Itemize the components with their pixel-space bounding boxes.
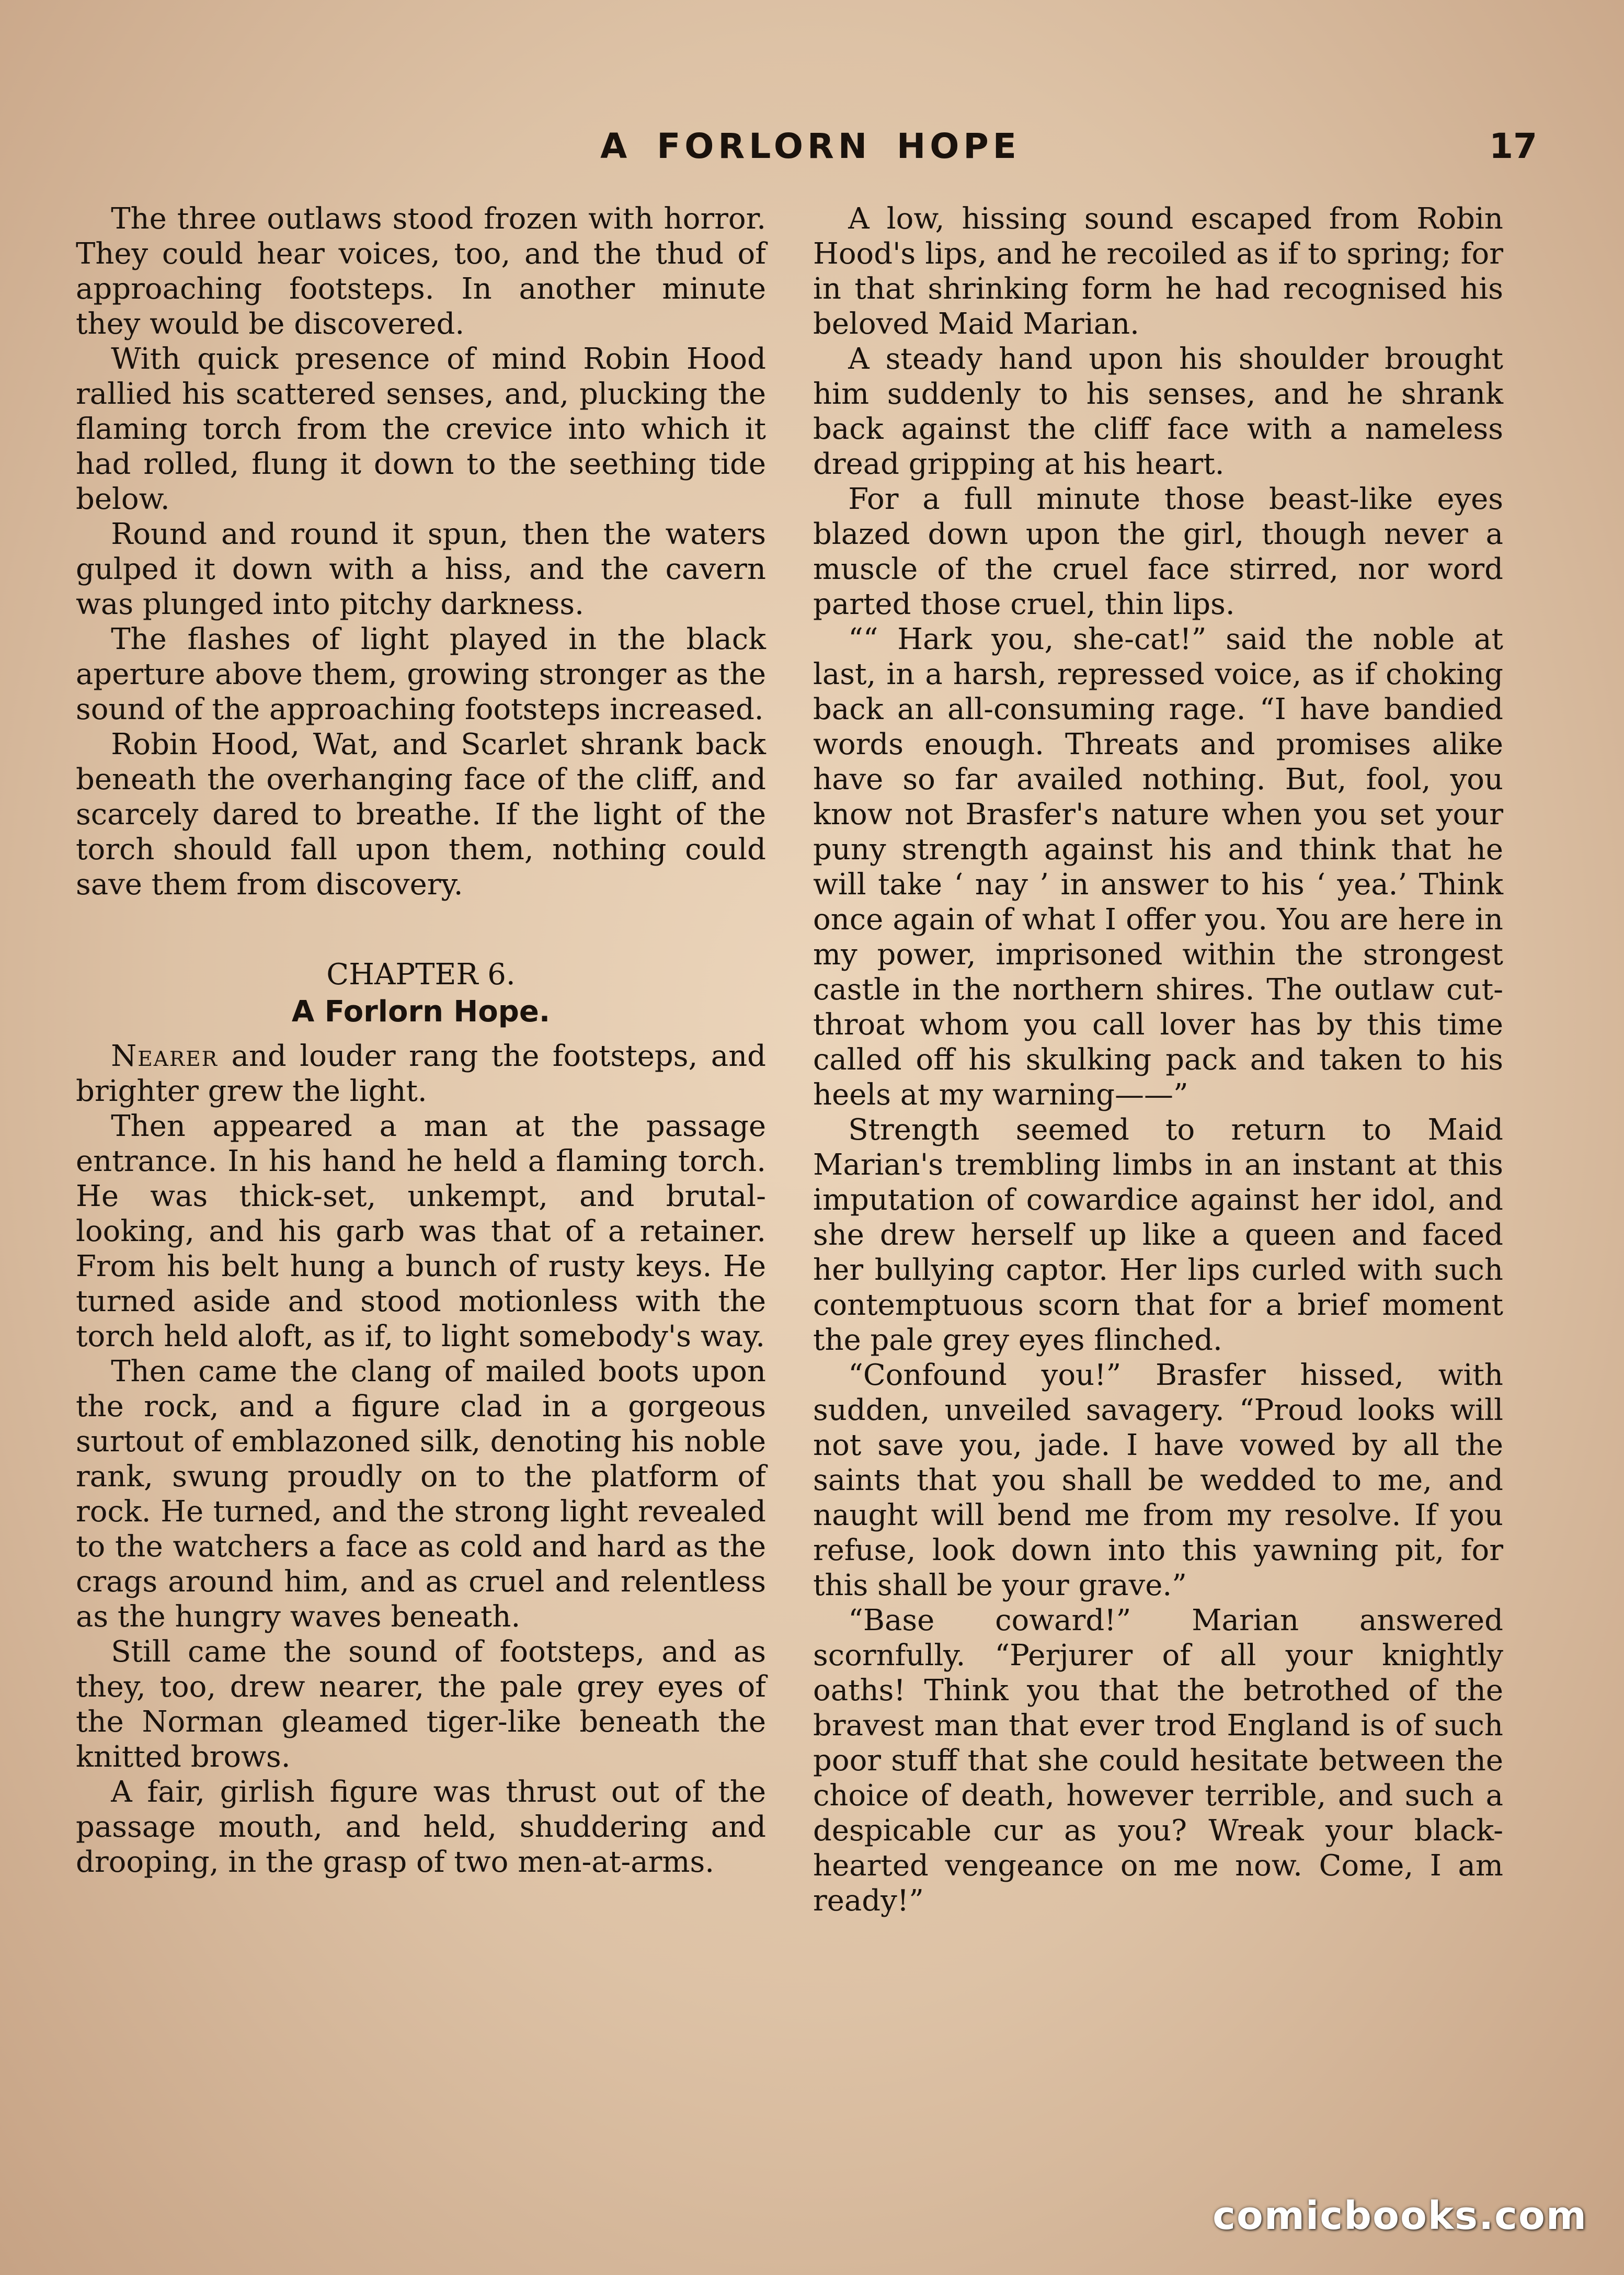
right-column — [813, 201, 1503, 1918]
running-head: A FORLORN HOPE — [600, 126, 1021, 166]
paragraph — [76, 1039, 766, 1109]
left-column — [76, 201, 766, 1880]
paragraph-text: and louder rang the footsteps, and brighter grew the light. — [76, 1039, 766, 1108]
page-number: 17 — [1489, 126, 1537, 166]
watermark: comicbooks.com — [1213, 2193, 1587, 2238]
paragraph: A steady hand upon his shoulder brought him suddenly to his senses, and he shrank back against the cliff face with a nameless dread gripping at his heart. — [813, 342, 1503, 481]
paragraph: Round and round it spun, then the waters gulped it down with a hiss, and the cavern was plunged into pitchy darkness. — [76, 517, 766, 621]
paragraph: Robin Hood, Wat, and Scarlet shrank back beneath the overhanging face of the cliff, and scarcely dared to breathe. If the light of the torch should fall upon them, nothing could save them from discovery. — [76, 727, 766, 902]
paragraph: The flashes of light played in the black aperture above them, growing stronger as the sound of the approaching footsteps increased. — [76, 622, 766, 726]
paragraph: Then appeared a man at the passage entrance. In his hand he held a flaming torch. He was thick-set, unkempt, and brutal-looking, and his garb was that of a retainer. From his belt hung a bunch of rusty keys. He turned aside and stood motionless with the torch held aloft, as if, to light somebody's way. — [76, 1109, 766, 1353]
page-header — [78, 126, 1542, 173]
paragraph: A fair, girlish figure was thrust out of the passage mouth, and held, shuddering and drooping, in the grasp of two men-at-arms. — [76, 1775, 766, 1879]
paragraph: With quick presence of mind Robin Hood rallied his scattered senses, and, plucking the flaming torch from the crevice into which it had rolled, flung it down to the seething tide below. — [76, 342, 766, 516]
paragraph: Then came the clang of mailed boots upon the rock, and a figure clad in a gorgeous surtout of emblazoned silk, denoting his noble rank, swung proudly on to the platform of rock. He turned, and the strong light revealed to the watchers a face as cold and hard as the crags around him, and as cruel and relentless as the hungry waves beneath. — [76, 1355, 766, 1634]
paragraph: “Base coward!” Marian answered scornfully. “Perjurer of all your knightly oaths! Think you that the betrothed of the bravest man that ever trod England is of such poor stuff that she could hesitate between the choice of death, however terrible, and such a despicable cur as you? Wreak your black-hearted vengeance on me now. Come, I am ready!” — [813, 1603, 1503, 1918]
chapter-heading: CHAPTER 6. — [326, 958, 516, 992]
paragraph: Still came the sound of footsteps, and as they, too, drew nearer, the pale grey eyes of the Norman gleamed tiger-like beneath the knitted brows. — [76, 1635, 766, 1774]
paragraph: For a full minute those beast-like eyes blazed down upon the girl, though never a muscle of the cruel face stirred, nor word parted those cruel, thin lips. — [813, 482, 1503, 621]
paragraph: ““ Hark you, she-cat!” said the noble at last, in a harsh, repressed voice, as if choking back an all-consuming rage. “I have bandied words enough. Threats and promises alike have so far availed nothing. But, fool, you know not Brasfer's nature when you set your puny strength against his and think that he will take ‘ nay ’ in answer to his ‘ yea.’ Think once again of what I offer you. You are here in my power, imprisoned within the strongest castle in the northern shires. The outlaw cut-throat whom you call lover has by this time called off his skulking pack and taken to his heels at my warning——” — [813, 622, 1503, 1112]
paragraph: Strength seemed to return to Maid Marian's trembling limbs in an instant at this imputation of cowardice against her idol, and she drew herself up like a queen and faced her bullying captor. Her lips curled with such contemptuous scorn that for a brief moment the pale grey eyes flinched. — [813, 1113, 1503, 1357]
paragraph: “Confound you!” Brasfer hissed, with sudden, unveiled savagery. “Proud looks will not save you, jade. I have vowed by all the saints that you shall be wedded to me, and naught will bend me from my resolve. If you refuse, look down into this yawning pit, for this shall be your grave.” — [813, 1358, 1503, 1602]
drop-lead-word: Nearer — [111, 1039, 219, 1073]
paragraph: The three outlaws stood frozen with horror. They could hear voices, too, and the thud of approaching footsteps. In another minute they would be discovered. — [76, 202, 766, 341]
paragraph: A low, hissing sound escaped from Robin Hood's lips, and he recoiled as if to spring; for in that shrinking form he had recognised his beloved Maid Marian. — [813, 202, 1503, 341]
chapter-title: A Forlorn Hope. — [291, 995, 551, 1029]
